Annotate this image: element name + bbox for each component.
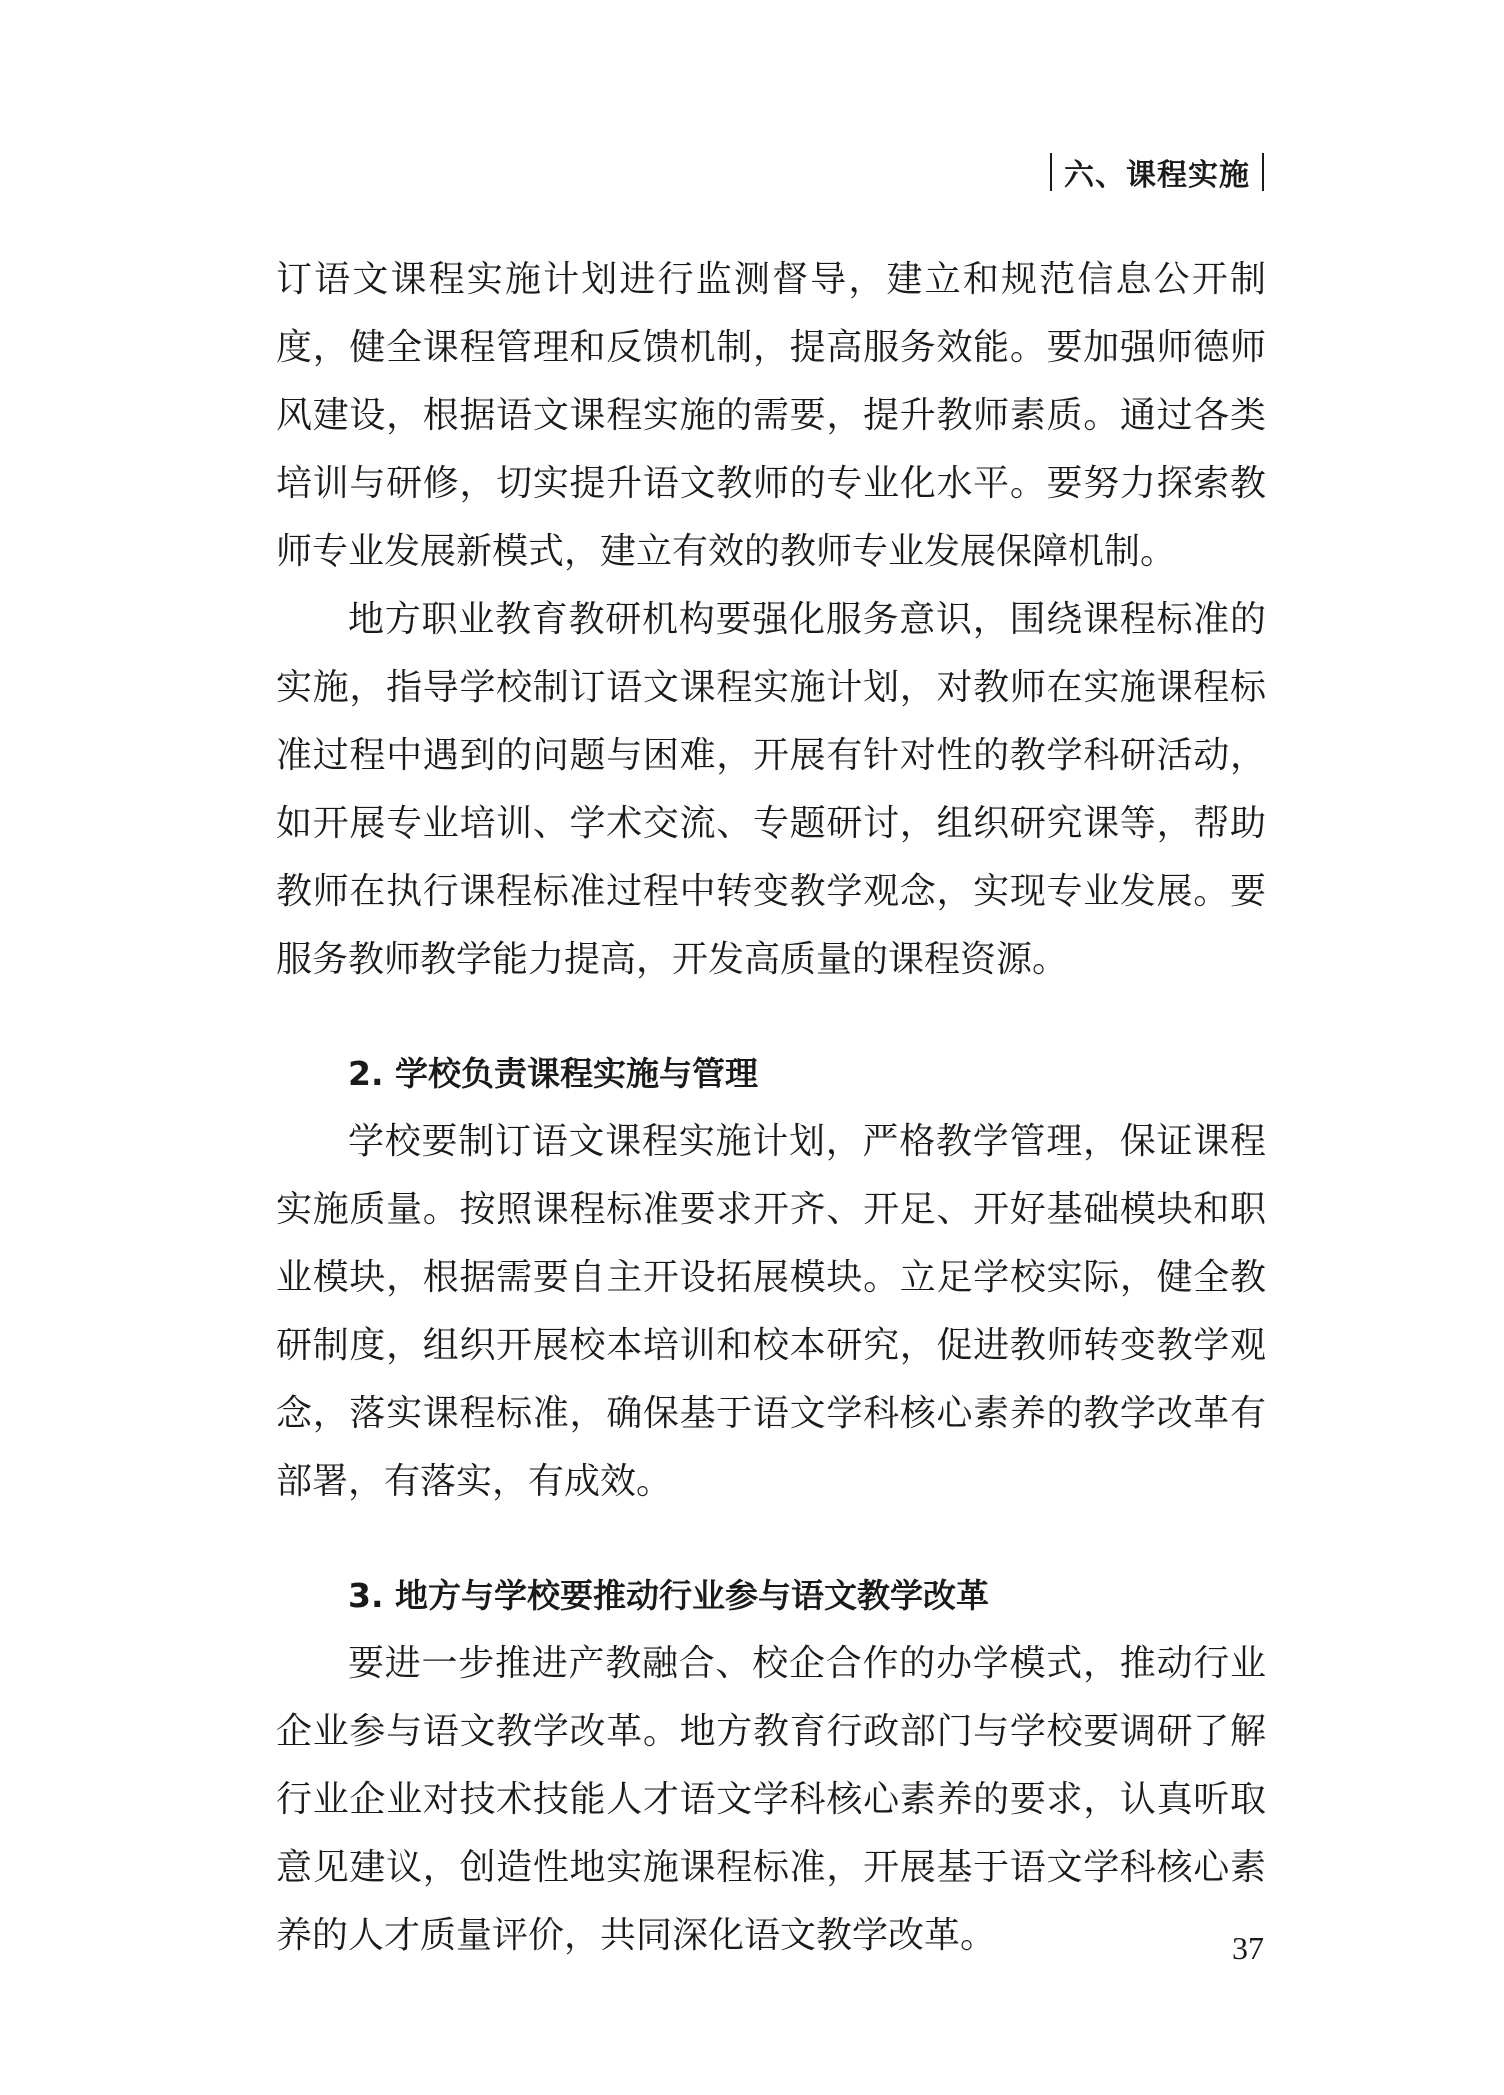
page-body [276, 246, 1266, 1970]
header-right-divider [1262, 153, 1264, 191]
paragraph-school-responsibility: 学校要制订语文课程实施计划，严格教学管理，保证课程实施质量。按照课程标准要求开齐、开足、开好基础模块和职业模块，根据需要自主开设拓展模块。立足学校实际，健全教研制度，组织开展校本培训和校本研究，促进教师转变教学观念，落实课程标准，确保基于语文学科核心素养的教学改革有部署，有落实，有成效。 [276, 1121, 1266, 1502]
page-number: 37 [1232, 1930, 1264, 1966]
section-gap [276, 994, 1266, 1040]
running-header [1050, 150, 1264, 194]
section-gap [276, 1516, 1266, 1562]
paragraph-industry-participation: 要进一步推进产教融合、校企合作的办学模式，推动行业企业参与语文教学改革。地方教育行政部门与学校要调研了解行业企业对技术技能人才语文学科核心素养的要求，认真听取意见建议，创造性地实施课程标准，开展基于语文学科核心素养的人才质量评价，共同深化语文教学改革。 [276, 1643, 1266, 1956]
section-heading-3: 3. 地方与学校要推动行业参与语文教学改革 [348, 1576, 989, 1615]
chapter-title: 六、课程实施 [1064, 158, 1250, 193]
paragraph-local-research-institutions: 地方职业教育教研机构要强化服务意识，围绕课程标准的实施，指导学校制订语文课程实施计划，对教师在实施课程标准过程中遇到的问题与困难，开展有针对性的教学科研活动，如开展专业培训、学术交流、专题研讨，组织研究课等，帮助教师在执行课程标准过程中转变教学观念，实现专业发展。要服务教师教学能力提高，开发高质量的课程资源。 [276, 599, 1266, 980]
paragraph-continued: 订语文课程实施计划进行监测督导，建立和规范信息公开制度，健全课程管理和反馈机制，提高服务效能。要加强师德师风建设，根据语文课程实施的需要，提升教师素质。通过各类培训与研修，切实提升语文教师的专业化水平。要努力探索教师专业发展新模式，建立有效的教师专业发展保障机制。 [276, 259, 1266, 572]
section-heading-2: 2. 学校负责课程实施与管理 [348, 1054, 758, 1093]
